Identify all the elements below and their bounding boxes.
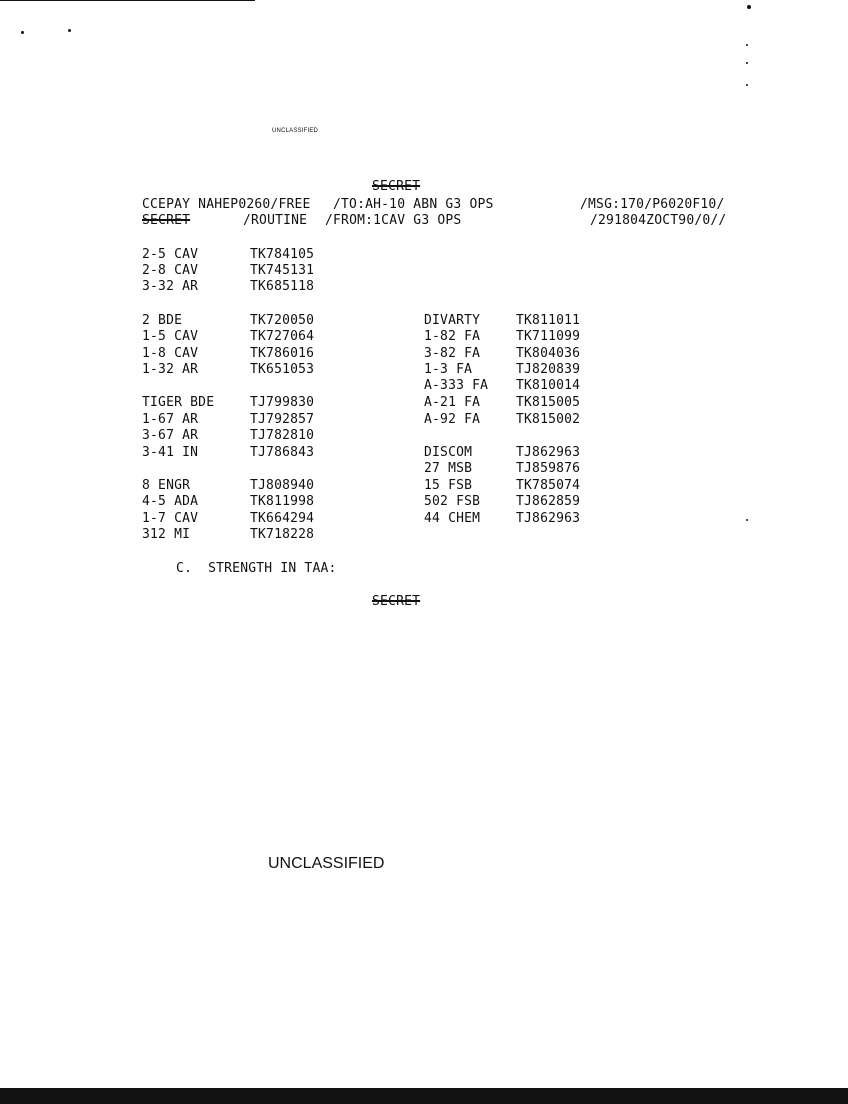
unit-grid: TK711099 xyxy=(516,329,581,344)
unit-grid: TK718228 xyxy=(250,527,315,542)
scan-speck xyxy=(746,84,748,86)
unit-grid: TK810014 xyxy=(516,378,581,393)
unit-grid: TJ862859 xyxy=(516,494,581,509)
unit-name: 3-32 AR xyxy=(142,279,199,294)
unit-grid: TJ859876 xyxy=(516,461,581,476)
unit-grid: TK651053 xyxy=(250,362,315,377)
scan-speck xyxy=(21,31,24,34)
unit-grid: TK745131 xyxy=(250,263,315,278)
routing-line-1-to: /TO:AH-10 ABN G3 OPS xyxy=(333,197,494,212)
unit-name: 1-82 FA xyxy=(424,329,481,344)
header-classification-label: UNCLASSIFIED xyxy=(272,128,319,134)
unit-name: 3-41 IN xyxy=(142,445,199,460)
scan-speck xyxy=(746,44,748,46)
unit-grid: TK784105 xyxy=(250,247,315,262)
scan-speck xyxy=(68,29,71,32)
unit-name: 1-3 FA xyxy=(424,362,473,377)
unit-name: 312 MI xyxy=(142,527,191,542)
unit-grid: TK727064 xyxy=(250,329,315,344)
unit-grid: TJ862963 xyxy=(516,445,581,460)
routing-line-1-msg: /MSG:170/P6020F10/ xyxy=(580,197,725,212)
unit-name: DISCOM xyxy=(424,445,473,460)
unit-name: 1-32 AR xyxy=(142,362,199,377)
unit-name: A-333 FA xyxy=(424,378,489,393)
top-classification-marking: SECRET xyxy=(372,179,421,194)
unit-grid: TJ820839 xyxy=(516,362,581,377)
unit-grid: TK811998 xyxy=(250,494,315,509)
unit-grid: TK815002 xyxy=(516,412,581,427)
unit-grid: TJ862963 xyxy=(516,511,581,526)
routing-line-2-from: /FROM:1CAV G3 OPS xyxy=(325,213,462,228)
unit-name: DIVARTY xyxy=(424,313,481,328)
scan-bottom-border xyxy=(0,1088,848,1104)
unit-name: 1-7 CAV xyxy=(142,511,199,526)
unit-name: TIGER BDE xyxy=(142,395,215,410)
scan-speck xyxy=(747,5,751,9)
scan-speck xyxy=(746,62,748,64)
unit-grid: TJ808940 xyxy=(250,478,315,493)
unit-grid: TK811011 xyxy=(516,313,581,328)
routing-line-1-left: CCEPAY NAHEP0260/FREE xyxy=(142,197,311,212)
unit-name: 1-67 AR xyxy=(142,412,199,427)
unit-grid: TK785074 xyxy=(516,478,581,493)
footer-classification-label: UNCLASSIFIED xyxy=(268,855,385,872)
bottom-classification-marking: SECRET xyxy=(372,594,421,609)
unit-grid: TJ792857 xyxy=(250,412,315,427)
unit-grid: TK815005 xyxy=(516,395,581,410)
routing-line-2-classification: SECRET xyxy=(142,213,191,228)
unit-name: 15 FSB xyxy=(424,478,473,493)
unit-grid: TJ799830 xyxy=(250,395,315,410)
scan-top-line xyxy=(0,0,255,1)
section-c-heading: C. STRENGTH IN TAA: xyxy=(176,561,337,576)
unit-name: A-21 FA xyxy=(424,395,481,410)
unit-name: 4-5 ADA xyxy=(142,494,199,509)
unit-grid: TJ786843 xyxy=(250,445,315,460)
unit-name: 44 CHEM xyxy=(424,511,481,526)
unit-grid: TK804036 xyxy=(516,346,581,361)
scan-speck xyxy=(746,519,748,521)
unit-name: A-92 FA xyxy=(424,412,481,427)
unit-grid: TK720050 xyxy=(250,313,315,328)
unit-name: 2-5 CAV xyxy=(142,247,199,262)
routing-line-2-dtg: /291804ZOCT90/0// xyxy=(590,213,727,228)
unit-name: 1-8 CAV xyxy=(142,346,199,361)
unit-name: 3-82 FA xyxy=(424,346,481,361)
routing-line-2-precedence: /ROUTINE xyxy=(243,213,308,228)
unit-name: 2 BDE xyxy=(142,313,183,328)
unit-name: 8 ENGR xyxy=(142,478,191,493)
unit-name: 1-5 CAV xyxy=(142,329,199,344)
unit-grid: TK685118 xyxy=(250,279,315,294)
unit-name: 27 MSB xyxy=(424,461,473,476)
unit-name: 3-67 AR xyxy=(142,428,199,443)
unit-grid: TJ782810 xyxy=(250,428,315,443)
unit-name: 2-8 CAV xyxy=(142,263,199,278)
unit-name: 502 FSB xyxy=(424,494,481,509)
unit-grid: TK664294 xyxy=(250,511,315,526)
unit-grid: TK786016 xyxy=(250,346,315,361)
